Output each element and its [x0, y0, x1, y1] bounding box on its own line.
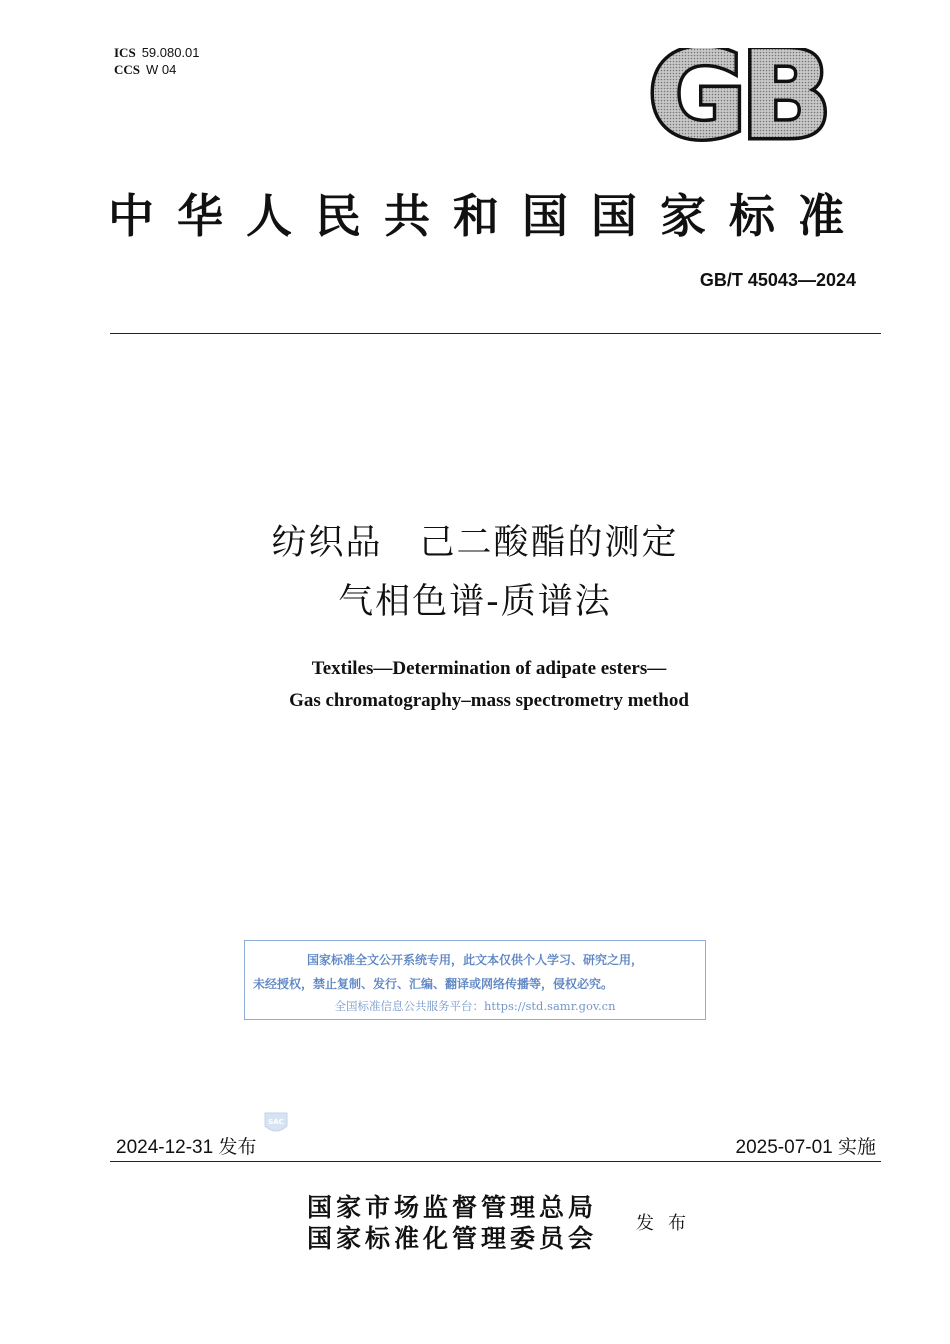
notice-line2: 未经授权，禁止复制、发行、汇编、翻译或网络传播等，侵权必究。 — [253, 977, 614, 991]
english-title-line1: Textiles—Determination of adipate esters— — [311, 658, 667, 679]
notice-line1: 国家标准全文公开系统专用，此文本仅供个人学习、研究之用， — [306, 953, 643, 967]
ccs-code: W 04 — [146, 62, 177, 77]
national-standard-title: 中华人民共和国国家标准 — [108, 189, 867, 243]
implementation-date: 2025-07-01 实施 — [735, 1137, 876, 1158]
ics-code: 59.080.01 — [141, 45, 200, 60]
issuer-line2: 国家标准化管理委员会 — [307, 1224, 598, 1253]
notice-line3: 全国标准信息公共服务平台：https://std.samr.gov.cn — [334, 999, 616, 1013]
top-divider — [110, 333, 881, 334]
english-title-line2: Gas chromatography–mass spectrometry method — [289, 690, 689, 711]
sac-watermark-icon — [262, 1110, 290, 1136]
sac-watermark-text: SAC — [268, 1118, 284, 1126]
ics-line — [114, 44, 200, 61]
chinese-title-line1: 纺织品 己二酸酯的测定 — [271, 523, 679, 563]
gb-logo-text: GB — [648, 48, 826, 144]
chinese-title-line2: 气相色谱-质谱法 — [338, 582, 612, 622]
ccs-label: CCS — [114, 62, 141, 77]
issue-date: 2024-12-31 发布 — [116, 1137, 257, 1158]
publish-label: 发布 — [636, 1213, 700, 1234]
issuer-line1: 国家市场监督管理总局 — [307, 1193, 598, 1222]
ics-label: ICS — [114, 45, 136, 60]
standard-number: GB/T 45043—2024 — [699, 270, 856, 290]
gb-logo — [642, 48, 832, 144]
ccs-line — [114, 61, 200, 78]
ics-ccs-block — [114, 44, 200, 78]
copyright-notice-box — [244, 940, 706, 1020]
bottom-divider — [110, 1161, 881, 1162]
